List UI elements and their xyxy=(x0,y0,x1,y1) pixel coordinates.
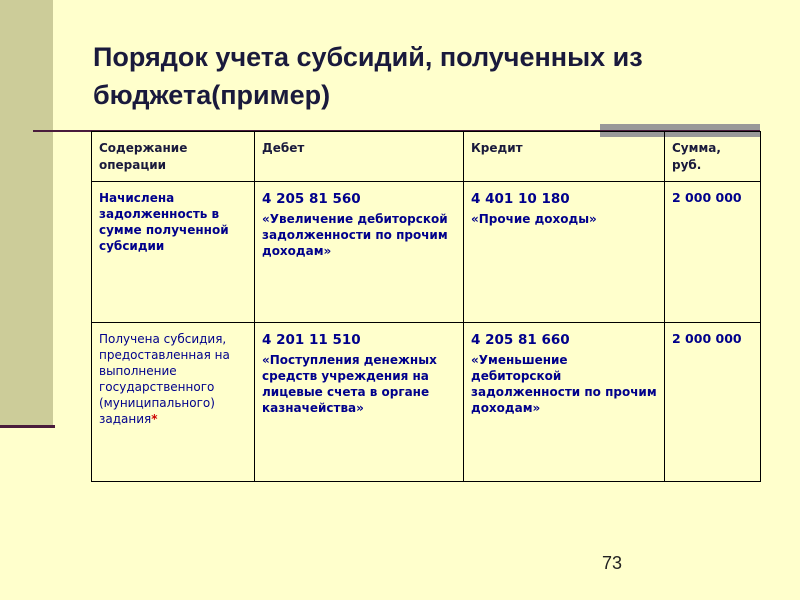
row-debit xyxy=(255,323,464,482)
row-operation xyxy=(92,182,255,323)
operation-text: Начислена задолженность в сумме полученной субсидии xyxy=(99,191,229,253)
row-credit xyxy=(464,323,665,482)
debit-account: 4 205 81 560 xyxy=(262,191,361,207)
accounting-table xyxy=(91,131,761,482)
row-sum xyxy=(665,182,761,323)
sum-value: 2 000 000 xyxy=(672,190,742,205)
row-credit xyxy=(464,182,665,323)
debit-description: «Увеличение дебиторской задолженности по прочим доходам» xyxy=(262,212,448,258)
operation-text: Получена субсидия, предоставленная на выполнение государственного (муниципального) задания xyxy=(99,332,230,426)
left-decor-line xyxy=(0,425,55,428)
table-row xyxy=(92,323,761,482)
debit-account: 4 201 11 510 xyxy=(262,332,361,348)
slide-title-line1: Порядок учета субсидий, полученных из xyxy=(93,42,643,72)
header-credit: Кредит xyxy=(464,132,665,182)
header-debit: Дебет xyxy=(255,132,464,182)
header-operation: Содержание операции xyxy=(92,132,255,182)
left-decor-bar xyxy=(0,0,53,427)
row-debit xyxy=(255,182,464,323)
row-operation xyxy=(92,323,255,482)
sum-value: 2 000 000 xyxy=(672,331,742,346)
row-sum xyxy=(665,323,761,482)
footnote-mark: * xyxy=(151,412,158,426)
table-header-row xyxy=(92,132,761,182)
credit-account: 4 401 10 180 xyxy=(471,191,570,207)
table-row xyxy=(92,182,761,323)
slide-title xyxy=(93,38,713,114)
header-sum: Сумма, руб. xyxy=(665,132,761,182)
credit-description: «Уменьшение дебиторской задолженности по прочим доходам» xyxy=(471,353,657,415)
credit-description: «Прочие доходы» xyxy=(471,212,597,226)
page-number: 73 xyxy=(602,553,623,573)
credit-account: 4 205 81 660 xyxy=(471,332,570,348)
debit-description: «Поступления денежных средств учреждения на лицевые счета в органе казначейства» xyxy=(262,353,437,415)
slide-title-line2: бюджета(пример) xyxy=(93,80,331,110)
